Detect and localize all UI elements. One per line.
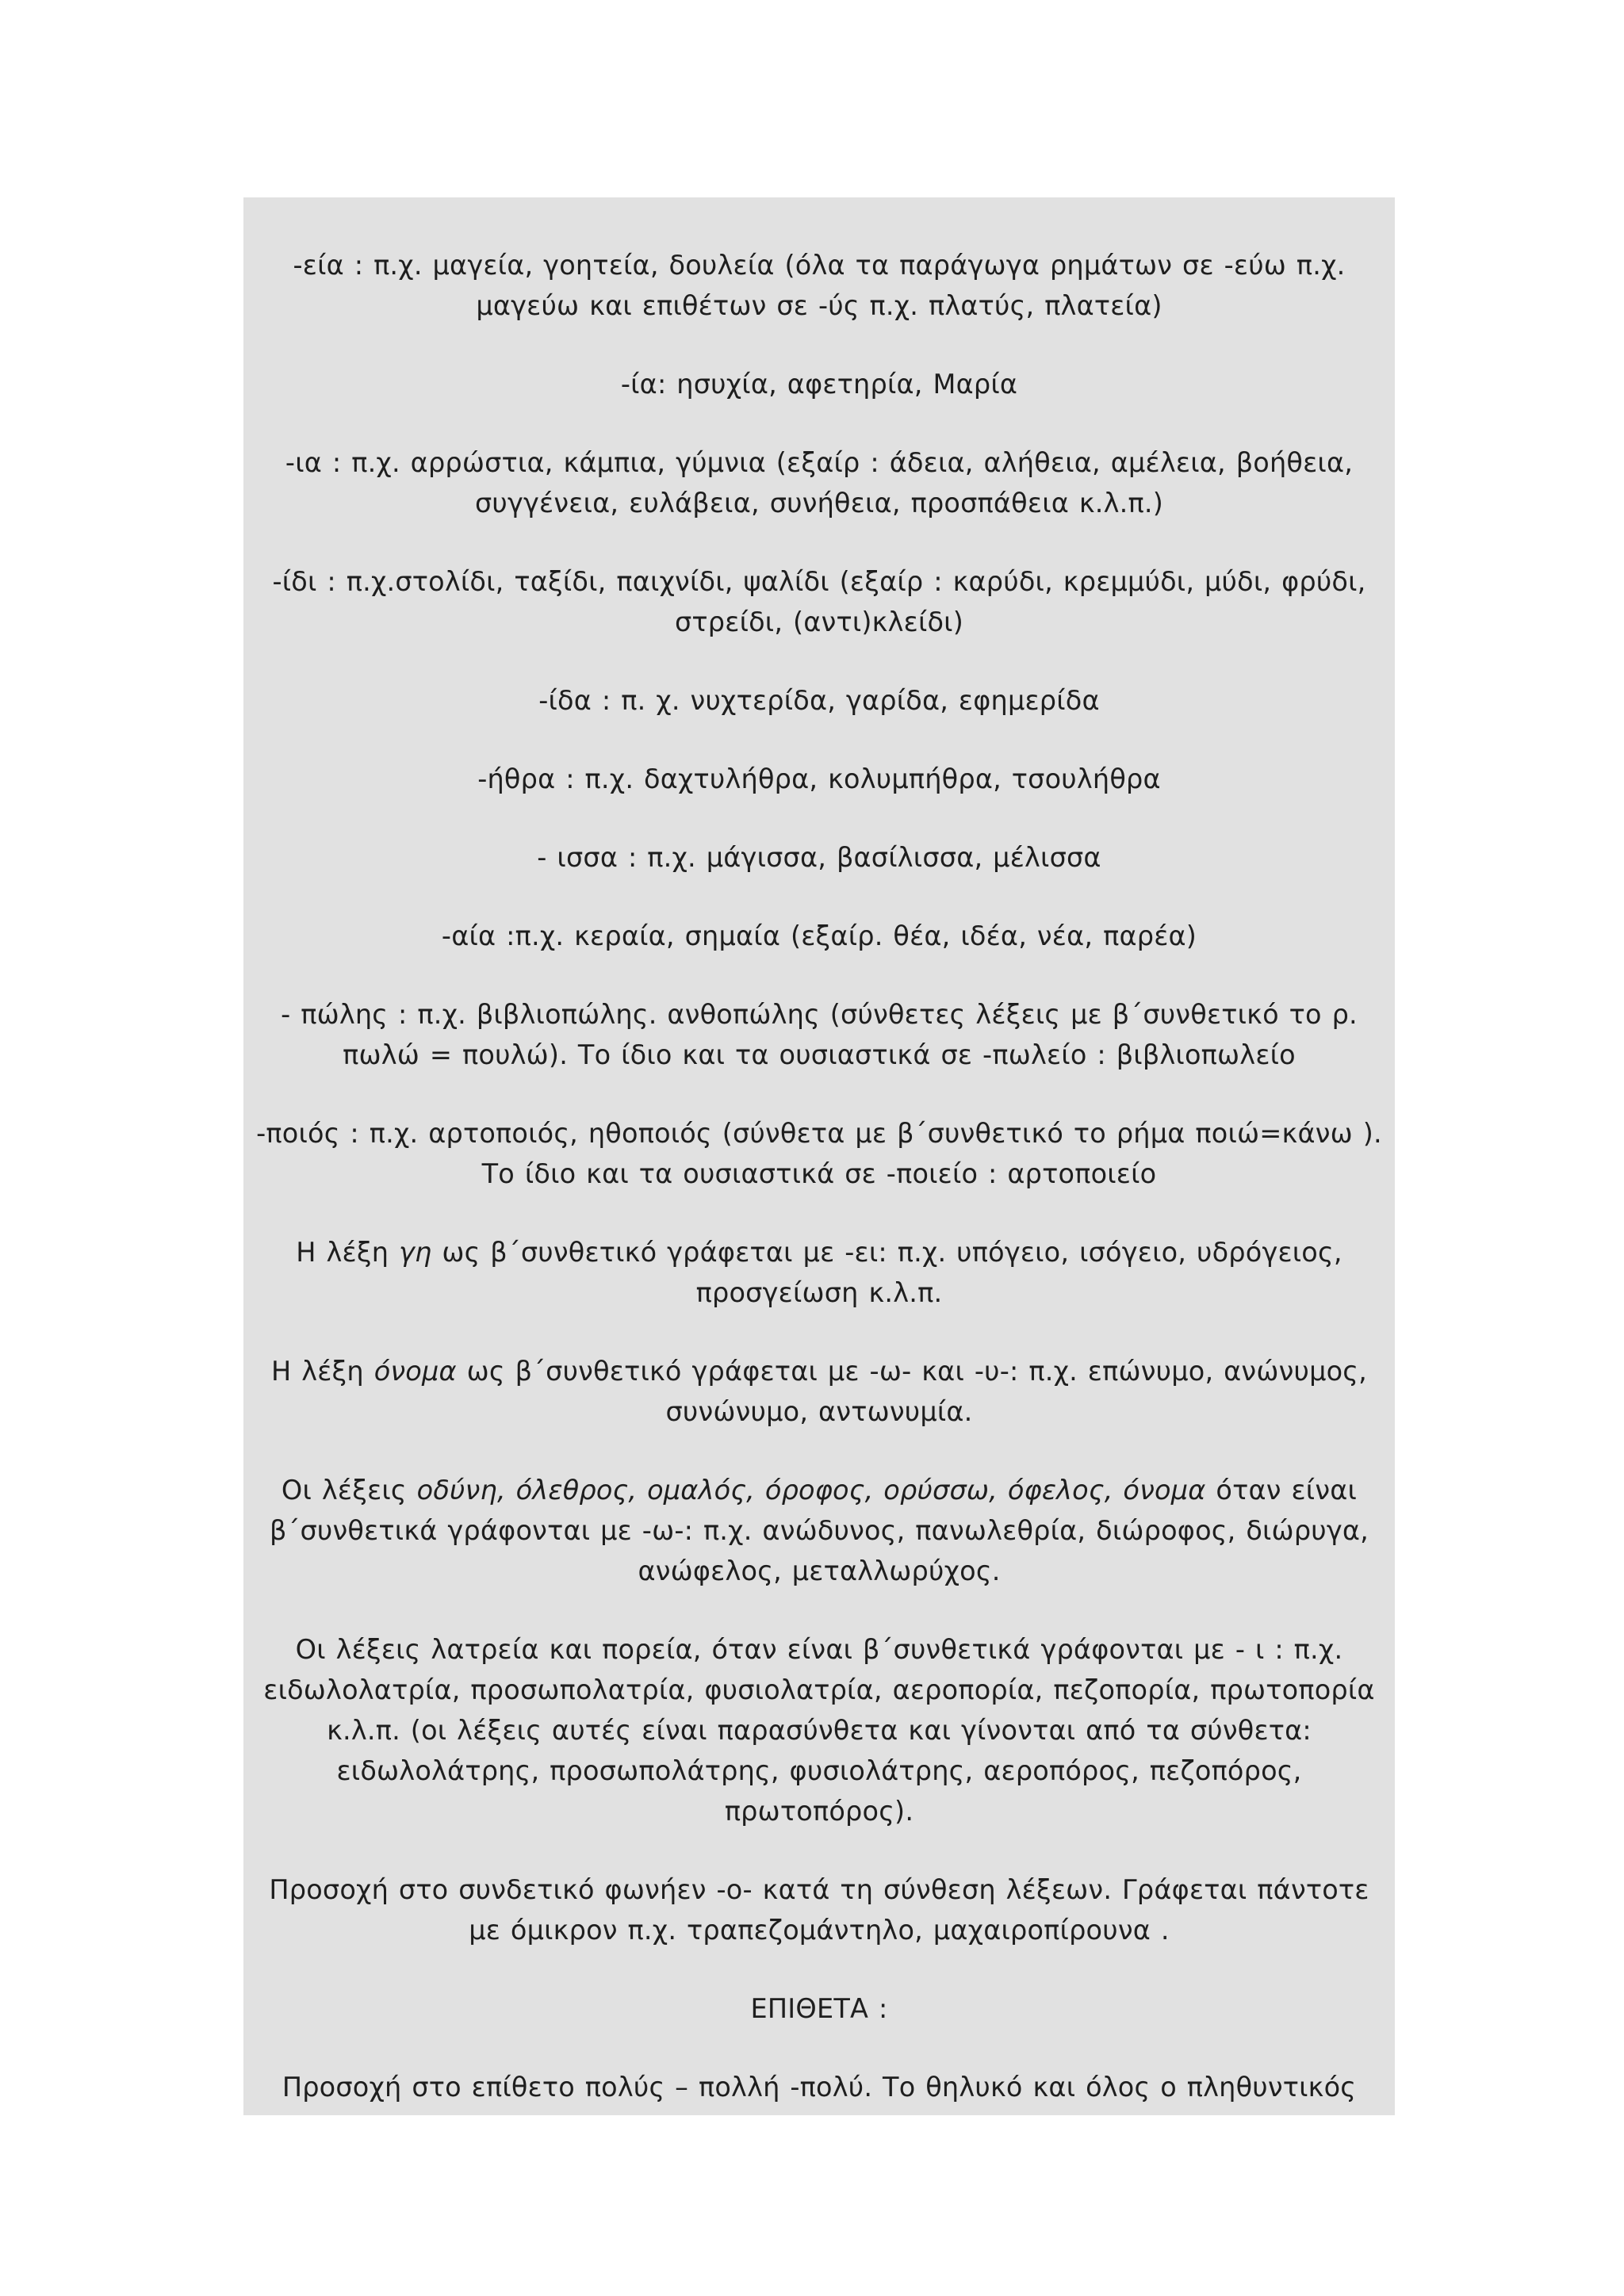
- text-segment: -ποιός : π.χ. αρτοποιός, ηθοποιός (σύνθετα με β΄συνθετικό το ρήμα ποιώ=κάνω ). Το ίδιο και τα ουσιαστικά σε -ποιείο : αρτοποιείο: [256, 1118, 1382, 1189]
- paragraph-16: [255, 1988, 1384, 2029]
- paragraph-6: [255, 759, 1384, 799]
- italic-term: όνομα: [373, 1356, 457, 1387]
- text-segment: Οι λέξεις λατρεία και πορεία, όταν είναι β΄συνθετικά γράφονται με - ι : π.χ. ειδωλολατρία, προσωπολατρία, φυσιολατρία, αεροπορία, πεζοπορία, πρωτοπορία κ.λ.π. (οι λέξεις αυτές είναι παρασύνθετα και γίνονται από τα σύνθετα: ειδωλολάτρης, προσωπολάτρης, φυσιολάτρης, αεροπόρος, πεζοπόρος, πρωτοπόρος).: [263, 1634, 1375, 1827]
- text-segment: - πώλης : π.χ. βιβλιοπώλης. ανθοπώλης (σύνθετες λέξεις με β΄συνθετικό το ρ. πωλώ = πουλώ). Το ίδιο και τα ουσιαστικά σε -πωλείο : βιβλιοπωλείο: [281, 999, 1358, 1070]
- text-segment: -ήθρα : π.χ. δαχτυλήθρα, κολυμπήθρα, τσουλήθρα: [477, 763, 1161, 794]
- paragraph-13: [255, 1470, 1384, 1591]
- text-segment: -ίδα : π. χ. νυχτερίδα, γαρίδα, εφημερίδα: [538, 685, 1100, 716]
- text-segment: Προσοχή στο συνδετικό φωνήεν -ο- κατά τη σύνθεση λέξεων. Γράφεται πάντοτε με όμικρον π.χ. τραπεζομάντηλο, μαχαιροπίρουνα .: [269, 1874, 1369, 1946]
- text-segment: ως β΄συνθετικό γράφεται με -ω- και -υ-: π.χ. επώνυμο, ανώνυμος, συνώνυμο, αντωνυμία.: [456, 1356, 1368, 1427]
- text-segment: ως β΄συνθετικό γράφεται με -ει: π.χ. υπόγειο, ισόγειο, υδρόγειος, προσγείωση κ.λ.π.: [431, 1237, 1342, 1308]
- text-segment: Η λέξη: [270, 1356, 374, 1387]
- paragraph-7: [255, 837, 1384, 878]
- paragraph-14: [255, 1629, 1384, 1831]
- paragraph-17: [255, 2067, 1384, 2107]
- text-segment: Οι λέξεις: [281, 1475, 417, 1506]
- paragraph-8: [255, 916, 1384, 956]
- text-segment: ΕΠΙΘΕΤΑ :: [750, 1993, 888, 2024]
- text-segment: Προσοχή στο επίθετο πολύς – πολλή -πολύ. Το θηλυκό και όλος ο πληθυντικός: [282, 2072, 1357, 2103]
- paragraph-5: [255, 680, 1384, 721]
- paragraph-1: [255, 245, 1384, 326]
- paragraph-15: [255, 1869, 1384, 1950]
- paragraph-2: [255, 364, 1384, 404]
- text-segment: - ισσα : π.χ. μάγισσα, βασίλισσα, μέλισσα: [537, 842, 1101, 873]
- paragraph-3: [255, 442, 1384, 523]
- text-panel: [243, 197, 1395, 2115]
- text-segment: -αία :π.χ. κεραία, σημαία (εξαίρ. θέα, ιδέα, νέα, παρέα): [441, 920, 1197, 951]
- text-segment: όταν είναι β΄συνθετικά γράφονται με -ω-: π.χ. ανώδυνος, πανωλεθρία, διώροφος, διώρυγα, ανώφελος, μεταλλωρύχος.: [269, 1475, 1369, 1586]
- paragraph-9: [255, 994, 1384, 1075]
- paragraph-11: [255, 1232, 1384, 1313]
- italic-term: γη: [399, 1237, 432, 1268]
- italic-term: οδύνη, όλεθρος, ομαλός, όροφος, ορύσσω, όφελος, όνομα: [416, 1475, 1206, 1506]
- text-segment: -ία: ησυχία, αφετηρία, Μαρία: [620, 369, 1018, 400]
- text-segment: -ίδι : π.χ.στολίδι, ταξίδι, παιχνίδι, ψαλίδι (εξαίρ : καρύδι, κρεμμύδι, μύδι, φρύδι, στρείδι, (αντι)κλείδι): [272, 566, 1366, 637]
- paragraph-4: [255, 561, 1384, 642]
- text-segment: -εία : π.χ. μαγεία, γοητεία, δουλεία (όλα τα παράγωγα ρημάτων σε -εύω π.χ. μαγεύω και επιθέτων σε -ύς π.χ. πλατύς, πλατεία): [293, 250, 1346, 321]
- text-segment: -ια : π.χ. αρρώστια, κάμπια, γύμνια (εξαίρ : άδεια, αλήθεια, αμέλεια, βοήθεια, συγγένεια, ευλάβεια, συνήθεια, προσπάθεια κ.λ.π.): [285, 447, 1354, 519]
- paragraph-12: [255, 1351, 1384, 1432]
- text-segment: Η λέξη: [296, 1237, 400, 1268]
- paragraph-10: [255, 1113, 1384, 1194]
- document-content: [243, 245, 1395, 2115]
